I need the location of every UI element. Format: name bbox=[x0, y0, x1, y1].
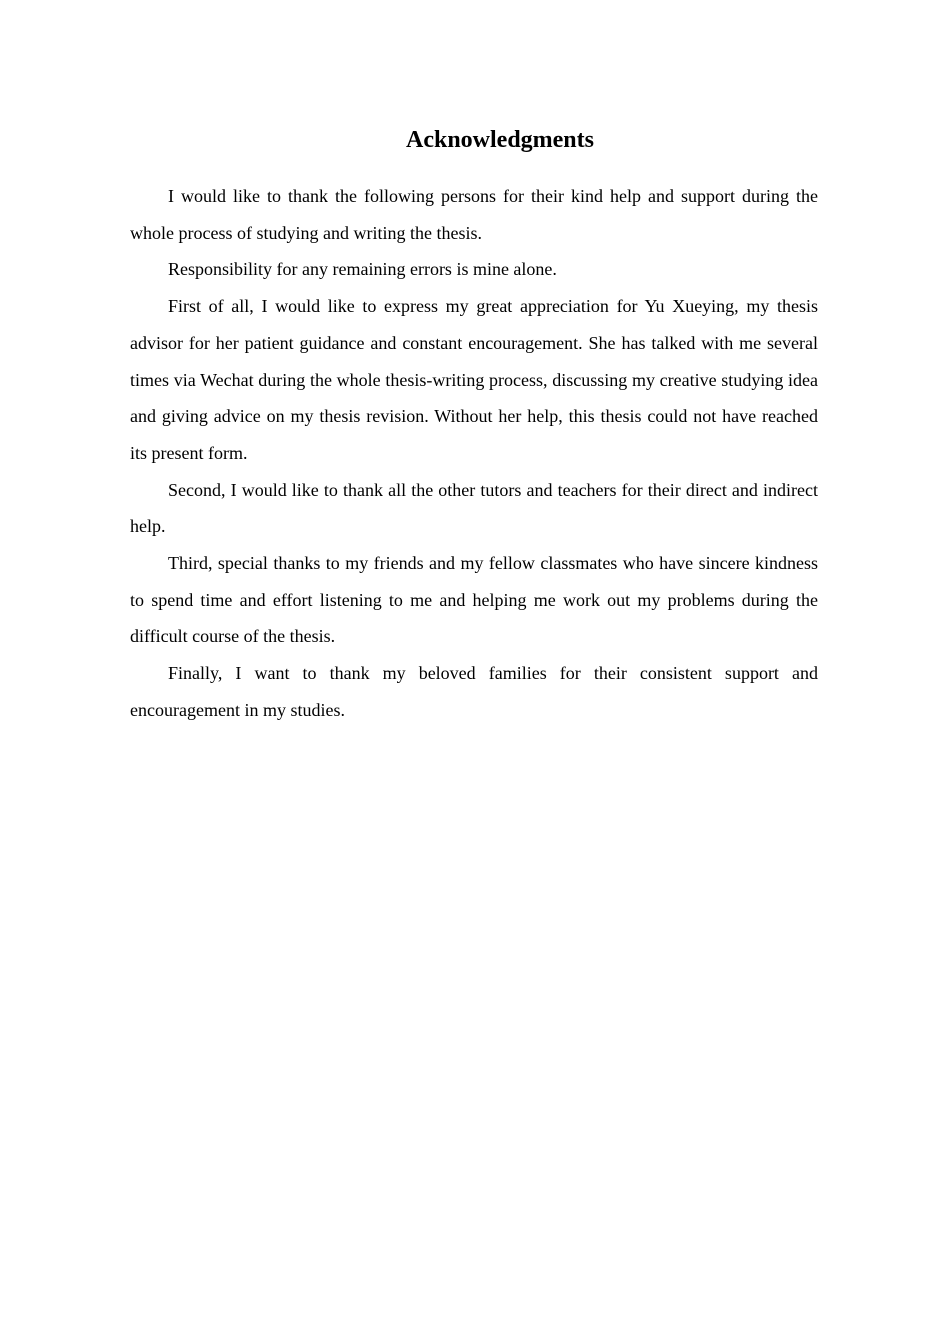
paragraph-friends: Third, special thanks to my friends and my fellow classmates who have sincere kindness to spend time and effort listening to me and helping me work out my problems during the difficult course of the thesis. bbox=[130, 553, 818, 647]
paragraph-family: Finally, I want to thank my beloved families for their consistent support and encouragement in my studies. bbox=[130, 663, 818, 720]
paragraph-advisor: First of all, I would like to express my great appreciation for Yu Xueying, my thesis advisor for her patient guidance and constant encouragement. She has talked with me several times via Wechat during the whole thesis-writing process, discussing my creative studying idea and giving advice on my thesis revision. Without her help, this thesis could not have reached its present form. bbox=[130, 296, 818, 463]
paragraph-responsibility: Responsibility for any remaining errors is mine alone. bbox=[168, 259, 557, 280]
page-title: Acknowledgments bbox=[405, 127, 594, 153]
paragraph-teachers: Second, I would like to thank all the other tutors and teachers for their direct and indirect help. bbox=[130, 479, 818, 537]
document-page bbox=[130, 118, 818, 729]
paragraph-intro: I would like to thank the following persons for their kind help and support during the whole process of studying and writing the thesis. bbox=[130, 186, 818, 243]
